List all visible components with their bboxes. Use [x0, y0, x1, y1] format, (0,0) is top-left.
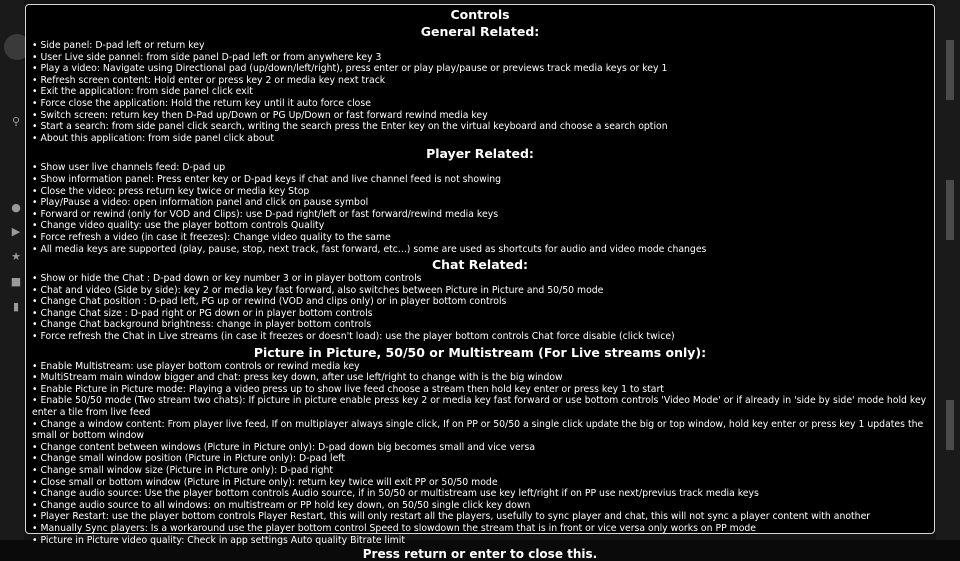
section-list — [32, 40, 928, 144]
list-item: • Enable Picture in Picture mode: Playing a video press up to show live feed choose a stream then hold key enter or press key 1 to start — [32, 384, 928, 396]
list-item: • Refresh screen content: Hold enter or press key 2 or media key next track — [32, 75, 928, 87]
list-item: • Change small window position (Picture in Picture only): D-pad left — [32, 453, 928, 465]
section-list — [32, 273, 928, 343]
list-item: • Change content between windows (Picture in Picture only): D-pad down big becomes small and vice versa — [32, 442, 928, 454]
thumbnail-edge — [946, 180, 954, 240]
list-item: • Player Restart: use the player bottom controls Player Restart, this will only restart all the players, usefully to sync player and chat, this will not sync a player content with another — [32, 511, 928, 523]
section-list — [32, 361, 928, 547]
close-hint[interactable]: Press return or enter to close this. — [362, 547, 598, 561]
side-panel-strip — [0, 0, 24, 540]
section-title: Chat Related: — [431, 257, 529, 273]
list-item: • Start a search: from side panel click search, writing the search press the Enter key on the virtual keyboard and choose a search option — [32, 121, 928, 133]
list-item: • Close small or bottom window (Picture in Picture only): return key twice will exit PP or 50/50 mode — [32, 477, 928, 489]
dialog-sections — [32, 23, 928, 546]
search-icon: ⚲ — [11, 115, 21, 128]
play-icon: ▶ — [11, 225, 21, 238]
dialog-title: Controls — [450, 7, 510, 22]
star-icon: ★ — [11, 250, 21, 263]
list-item: • Side panel: D-pad left or return key — [32, 40, 928, 52]
list-item: • Play/Pause a video: open information panel and click on pause symbol — [32, 197, 928, 209]
section-title: Picture in Picture, 50/50 or Multistream (For Live streams only): — [253, 344, 707, 360]
list-item: • About this application: from side panel click about — [32, 133, 928, 145]
list-item: • Force close the application: Hold the return key until it auto force close — [32, 98, 928, 110]
gamepad-icon: ■ — [10, 275, 22, 288]
list-item: • Switch screen: return key then D-Pad up/Down or PG Up/Down or fast forward rewind media key — [32, 110, 928, 122]
user-icon: ● — [11, 201, 21, 214]
list-item: • Force refresh a video (in case it freezes): Change video quality to the same — [32, 232, 928, 244]
list-item: • User Live side pannel: from side panel D-pad left or from anywhere key 3 — [32, 52, 928, 64]
list-item: • Enable Multistream: use player bottom controls or rewind media key — [32, 361, 928, 373]
list-item: • Show information panel: Press enter key or D-pad keys if chat and live channel feed is not showing — [32, 174, 928, 186]
list-item: • Force refresh the Chat in Live streams (in case it freezes or doesn't load): use the player bottom controls Chat force disable (click twice) — [32, 331, 928, 343]
list-item: • Change video quality: use the player bottom controls Quality — [32, 220, 928, 232]
list-item: • Change audio source: Use the player bottom controls Audio source, if in 50/50 or multistream use key left/right if on PP use next/previus track media keys — [32, 488, 928, 500]
video-icon: ▮ — [12, 300, 20, 313]
list-item: • Enable 50/50 mode (Two stream two chats): If picture in picture enable press key 2 or media key fast forward or use bottom controls 'Video Mode' or if already in 'side by side' mode hold key enter a tile from live feed — [32, 395, 928, 418]
list-item: • Manually Sync players: Is a workaround use the player bottom control Speed to slowdown the stream that is in front or vice versa only works on PP mode — [32, 523, 928, 535]
list-item: • MultiStream main window bigger and chat: press key down, after use left/right to change with is the big window — [32, 372, 928, 384]
list-item: • Exit the application: from side panel click exit — [32, 86, 928, 98]
section-title: Player Related: — [426, 146, 534, 162]
list-item: • Change Chat size : D-pad right or PG down or in player bottom controls — [32, 308, 928, 320]
list-item: • Forward or rewind (only for VOD and Clips): use D-pad right/left or fast forward/rewind media keys — [32, 209, 928, 221]
list-item: • Change a window content: From player live feed, If on multiplayer always single click, If on PP or 50/50 a single click update the big or top window, hold key enter or press key 1 updates the small or bottom window — [32, 419, 928, 442]
list-item: • Show user live channels feed: D-pad up — [32, 162, 928, 174]
right-panel-strip — [936, 0, 960, 540]
list-item: • All media keys are supported (play, pause, stop, next track, fast forward, etc...) some are used as shortcuts for audio and video mode changes — [32, 244, 928, 256]
thumbnail-edge — [946, 40, 954, 100]
list-item: • Change Chat background brightness: change in player bottom controls — [32, 319, 928, 331]
list-item: • Chat and video (Side by side): key 2 or media key fast forward, also switches between Picture in Picture and 50/50 mode — [32, 285, 928, 297]
list-item: • Change Chat position : D-pad left, PG up or rewind (VOD and clips only) or in player bottom controls — [32, 296, 928, 308]
list-item: • Change audio source to all windows: on multistream or PP hold key down, on 50/50 single click key down — [32, 500, 928, 512]
list-item: • Play a video: Navigate using Directional pad (up/down/left/right), press enter or play play/pause or previews track media keys or key 1 — [32, 63, 928, 75]
list-item: • Close the video: press return key twice or media key Stop — [32, 186, 928, 198]
list-item: • Show or hide the Chat : D-pad down or key number 3 or in player bottom controls — [32, 273, 928, 285]
list-item: • Change small window size (Picture in Picture only): D-pad right — [32, 465, 928, 477]
list-item: • Picture in Picture video quality: Check in app settings Auto quality Bitrate limit — [32, 535, 928, 547]
thumbnail-edge — [946, 400, 954, 450]
controls-dialog — [25, 4, 935, 561]
section-title: General Related: — [420, 24, 540, 39]
section-list — [32, 162, 928, 255]
